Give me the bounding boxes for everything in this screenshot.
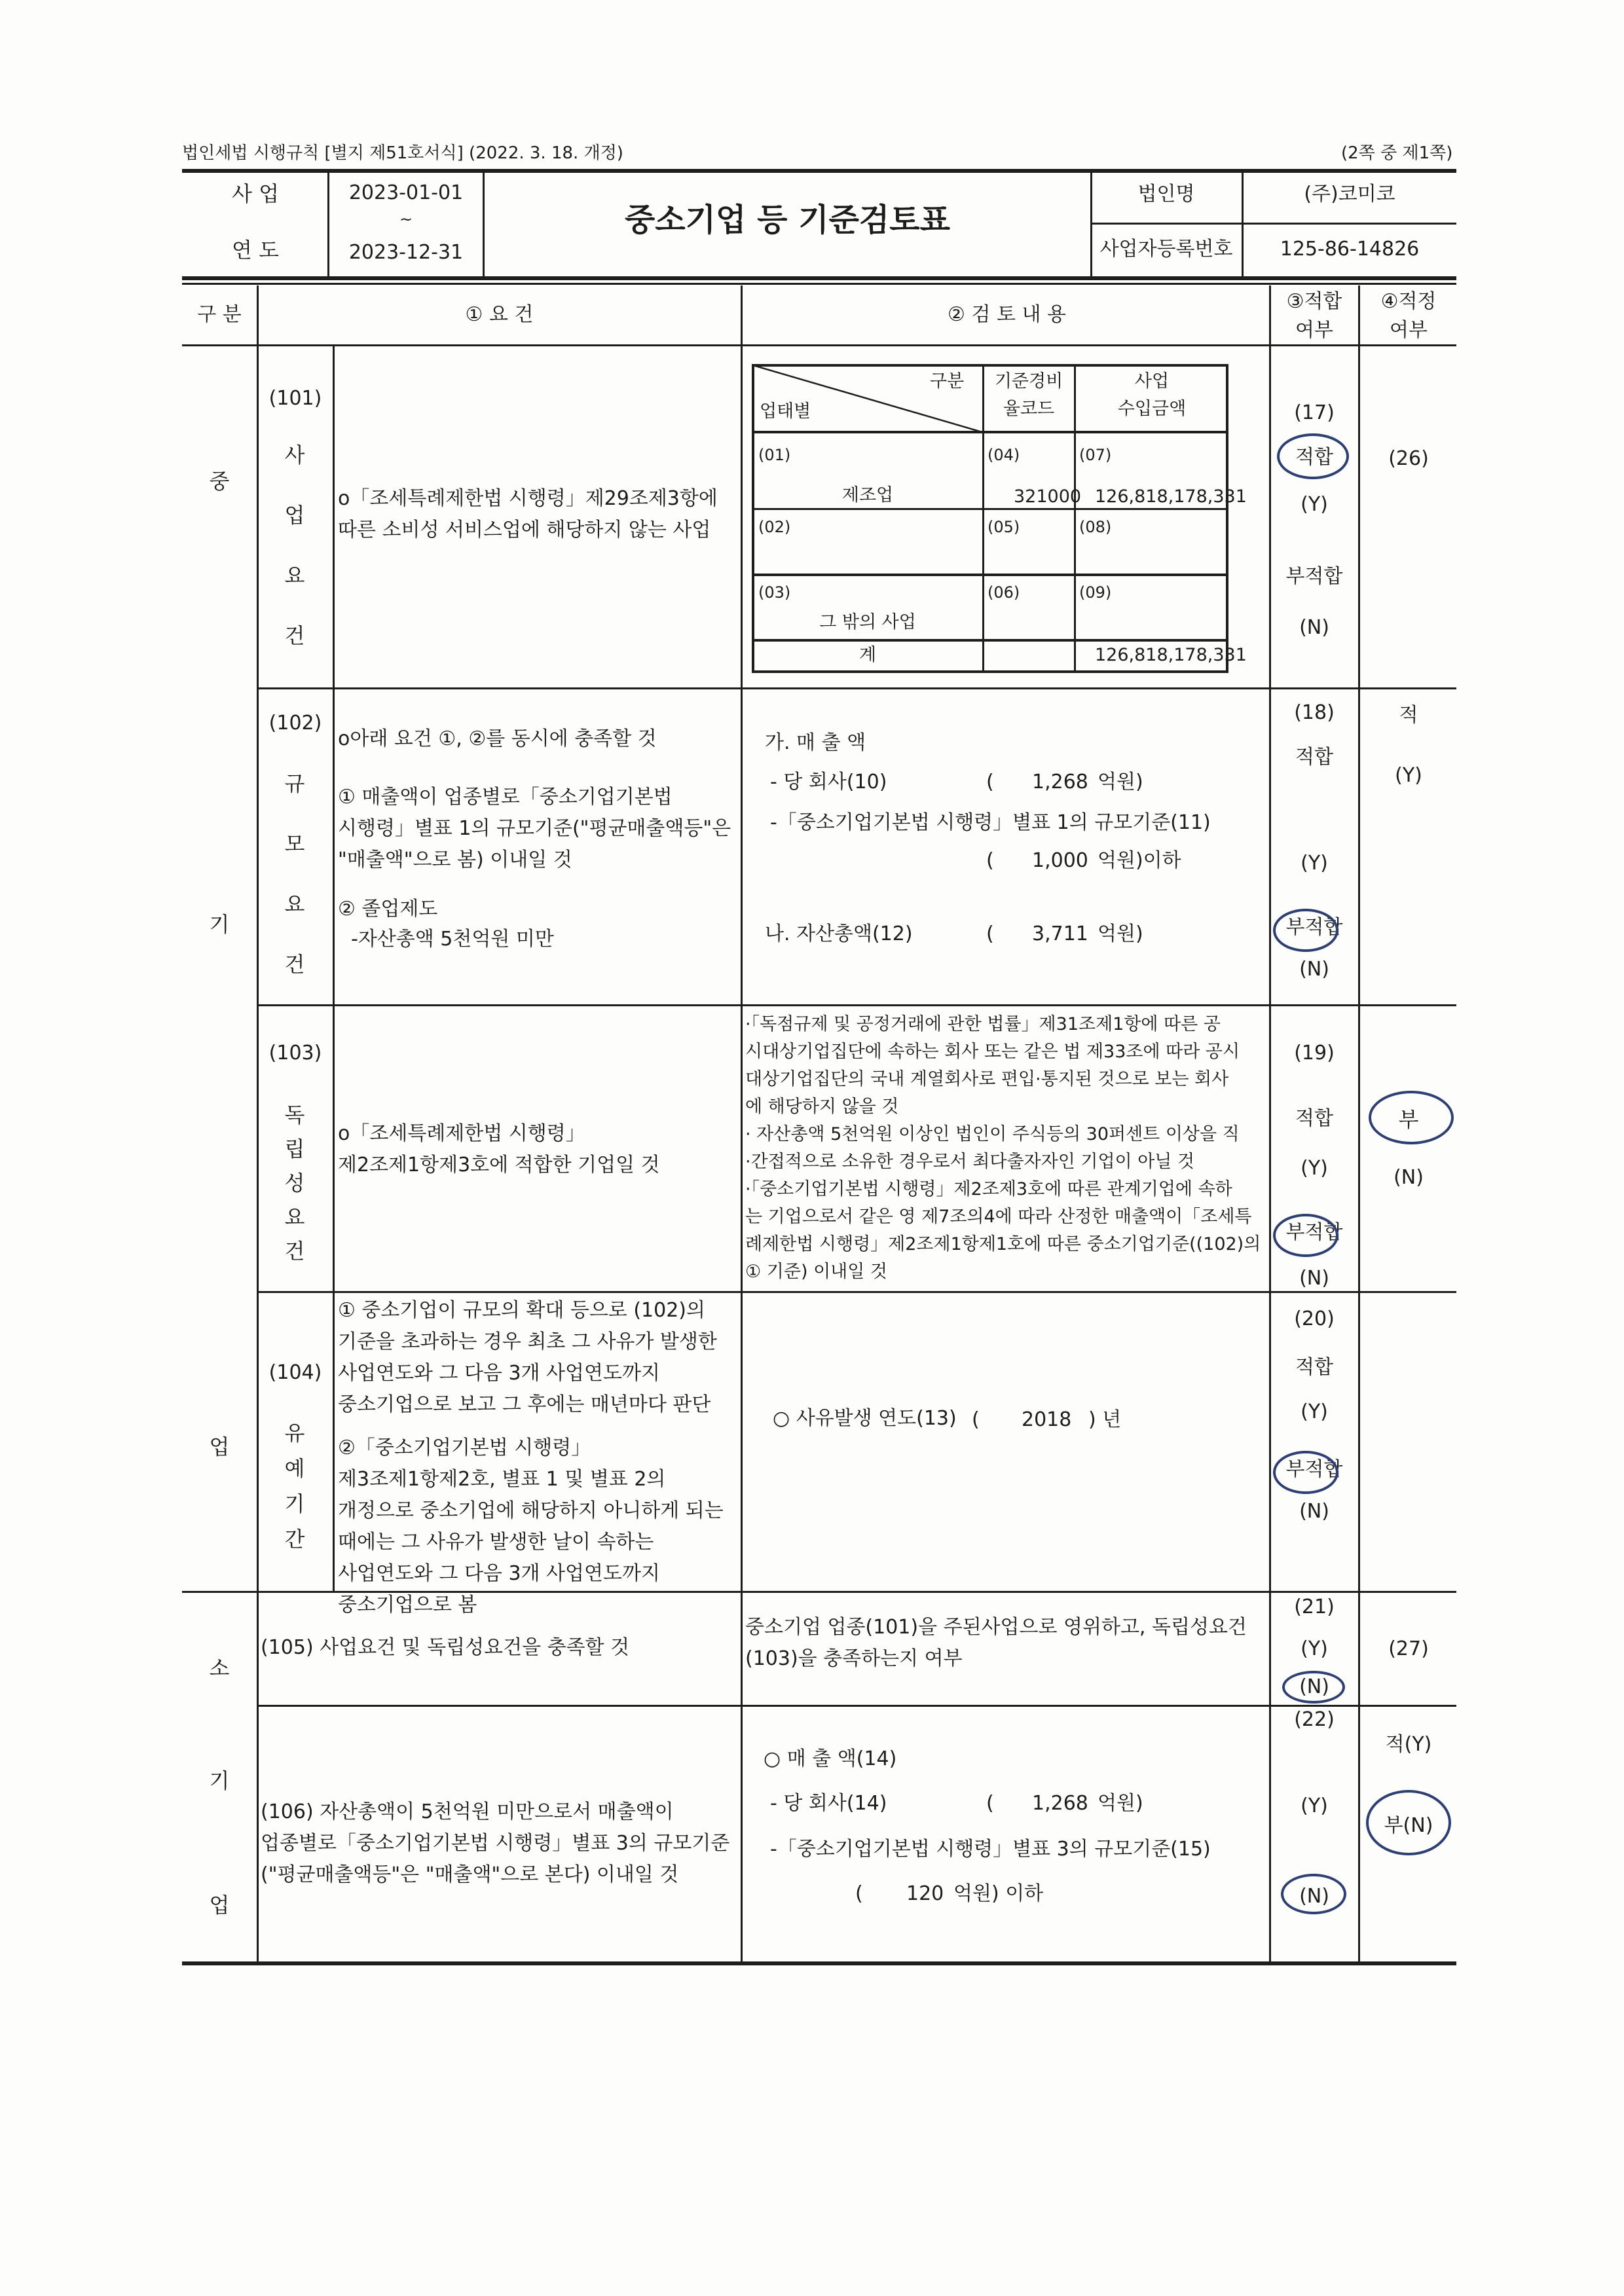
table-r2-code-no: (05) <box>987 518 1020 536</box>
table-r1-no: (01) <box>758 446 791 464</box>
table-r3-name: 그 밖의 사업 <box>819 612 916 632</box>
row-101-code: (101) <box>268 387 322 410</box>
row-104-fit-code: (20) <box>1294 1307 1335 1330</box>
side-label-small-3: 업 <box>209 1893 230 1918</box>
table-r3-code-no: (06) <box>987 583 1020 602</box>
row-102-review-b-open: ( <box>986 771 994 793</box>
row-102-review-e-val: 3,711 <box>1032 922 1088 945</box>
table-r3-no: (03) <box>758 583 791 602</box>
col-requirement: ① 요 건 <box>465 303 534 326</box>
biz-no: 125-86-14826 <box>1280 238 1420 261</box>
corp-name-label: 법인명 <box>1137 183 1195 206</box>
row-101-fit-code: (17) <box>1294 401 1335 424</box>
row-101-fit-yes-circle <box>1277 433 1349 479</box>
row-103-review-line: ·「중소기업기본법 시행령」제2조제3호에 따른 관계기업에 속하 <box>745 1179 1232 1199</box>
row-101-fit-y: (Y) <box>1301 493 1328 516</box>
start-date: 2023-01-01 <box>348 181 464 204</box>
col-fit4-line1: ④적정 <box>1380 290 1437 313</box>
row-106-review-b-label: - 당 회사(14) <box>770 1792 887 1815</box>
row-106-review-c-label: -「중소기업기본법 시행령」별표 3의 규모기준(15) <box>770 1838 1211 1861</box>
row-106-overall-1: 적(Y) <box>1385 1733 1432 1756</box>
row-104-code: (104) <box>268 1361 322 1384</box>
row-103-review-line: ① 기준) 이내일 것 <box>745 1262 887 1282</box>
row-101-vertical-label: 사 업 요 건 <box>284 443 305 648</box>
row-102-review-b-val: 1,268 <box>1032 771 1088 793</box>
row-104-fit-n: (N) <box>1299 1500 1329 1523</box>
row-106-review-b-unit: 억원) <box>1098 1792 1143 1815</box>
row-103-fit-no-circle <box>1273 1214 1338 1257</box>
row-104-fit-yes: 적합 <box>1295 1356 1333 1379</box>
side-label-sme-3: 업 <box>209 1434 230 1459</box>
row-102-fit-no-circle <box>1273 909 1338 952</box>
col-fit4-line2: 여부 <box>1390 319 1428 342</box>
row-101-overall-code: (26) <box>1388 447 1429 470</box>
row-104-review-label: ○ 사유발생 연도(13) <box>773 1407 957 1430</box>
col-fit3-line1: ③적합 <box>1286 290 1342 313</box>
row-106-fit-code: (22) <box>1294 1708 1335 1731</box>
row-106-review-a: ○ 매 출 액(14) <box>764 1747 897 1770</box>
row-102-fit-no: 부적합 <box>1285 916 1343 939</box>
row-103-fit-code: (19) <box>1294 1042 1335 1065</box>
table-r1-name: 제조업 <box>841 485 894 505</box>
side-label-sme-2: 기 <box>209 912 230 937</box>
row-105-fit-n-circle <box>1282 1671 1345 1704</box>
row-103-review-line: ·간접적으로 소유한 경우로서 최다출자자인 기업이 아닐 것 <box>745 1152 1195 1172</box>
row-104-review-open: ( <box>972 1408 980 1431</box>
row-102-fit-yes: 적합 <box>1295 746 1333 769</box>
corp-name: (주)코미코 <box>1304 183 1395 206</box>
row-103-review-line: 시대상기업집단에 속하는 회사 또는 같은 법 제33조에 따라 공시 <box>745 1042 1240 1062</box>
table-header-code-2: 율코드 <box>1003 399 1055 419</box>
row-103-requirement: o「조세특례제한법 시행령」제2조제1항제3호에 적합한 기업일 것 <box>338 1122 660 1176</box>
row-103-overall-2: (N) <box>1393 1166 1424 1189</box>
row-104-req1: ① 중소기업이 규모의 확대 등으로 (102)의 기준을 초과하는 경우 최초 그 사유가 발생한 사업연도와 그 다음 3개 사업연도까지 중소기업으로 보고 그 후에는 매년마다 판단 <box>338 1299 717 1416</box>
table-header-type: 구분 <box>930 371 965 392</box>
row-102-review-a: 가. 매 출 액 <box>765 731 866 754</box>
table-r3-amt-no: (09) <box>1079 583 1112 602</box>
table-r1-code: 321000 <box>1014 486 1082 507</box>
row-106-overall-2: 부(N) <box>1384 1814 1433 1837</box>
row-104-review-unit: ) 년 <box>1088 1408 1122 1431</box>
row-101-fit-no: 부적합 <box>1285 565 1343 588</box>
biz-no-label: 사업자등록번호 <box>1099 238 1233 261</box>
row-104-req2: ②「중소기업기본법 시행령」제3조제1항제2호, 별표 1 및 별표 2의 개정으로 중소기업에 해당하지 아니하게 되는 때에는 그 사유가 발생한 날이 속하는 사업연도와 그 다음 3개 사업연도까지 중소기업으로 봄 <box>338 1436 724 1616</box>
row-102-code: (102) <box>268 712 322 735</box>
table-header-code-1: 기준경비 <box>994 371 1063 392</box>
col-category: 구 분 <box>197 303 242 326</box>
form-info: 법인세법 시행규칙 [별지 제51호서식] (2022. 3. 18. 개정) <box>182 143 623 163</box>
row-103-fit-no: 부적합 <box>1285 1221 1343 1244</box>
row-105-review: 중소기업 업종(101)을 주된사업으로 영위하고, 독립성요건(103)을 충족하는지 여부 <box>745 1616 1247 1670</box>
side-label-small-1: 소 <box>209 1656 230 1681</box>
row-102-review-c-label: -「중소기업기본법 시행령」별표 1의 규모기준(11) <box>770 811 1211 834</box>
table-r2-amt-no: (08) <box>1079 518 1112 536</box>
row-106-review-d-val: 120 <box>906 1882 944 1905</box>
page-title: 중소기업 등 기준검토표 <box>624 202 951 238</box>
row-102-review-b-unit: 억원) <box>1098 771 1143 793</box>
row-102-line0: o아래 요건 ①, ②를 동시에 충족할 것 <box>338 727 657 750</box>
row-101-requirement: o「조세특례제한법 시행령」제29조제3항에 따른 소비성 서비스업에 해당하지 않는 사업 <box>338 487 718 541</box>
row-105-requirement: (105) 사업요건 및 독립성요건을 충족할 것 <box>261 1636 630 1659</box>
table-r1-amt-no: (07) <box>1079 446 1112 464</box>
row-102-review-e-open: ( <box>986 922 994 945</box>
row-106-review-d-unit: 억원) 이하 <box>953 1882 1044 1905</box>
row-103-fit-n: (N) <box>1299 1267 1329 1290</box>
row-106-review-d-open: ( <box>855 1882 863 1905</box>
col-review: ② 검 토 내 용 <box>948 303 1066 326</box>
row-104-fit-no: 부적합 <box>1285 1458 1343 1481</box>
row-102-line2a: ② 졸업제도 <box>338 898 438 920</box>
page-info: (2쪽 중 제1쪽) <box>1341 143 1453 163</box>
year-label-top: 사 업 <box>232 181 279 206</box>
row-103-review-line: 대상기업집단의 국내 계열회사로 편입·통지된 것으로 보는 회사 <box>745 1069 1229 1089</box>
table-header-biz: 업태별 <box>760 401 811 422</box>
row-102-review-d-open: ( <box>986 849 994 872</box>
row-106-review-b-val: 1,268 <box>1032 1792 1088 1815</box>
row-106-requirement: (106) 자산총액이 5천억원 미만으로서 매출액이 업종별로「중소기업기본법 시행령」별표 3의 규모기준("평균매출액등"은 "매출액"으로 본다) 이내일 것 <box>261 1800 730 1886</box>
table-header-amount-1: 사업 <box>1134 371 1170 392</box>
row-103-fit-yes: 적합 <box>1295 1107 1333 1130</box>
row-106-review-b-open: ( <box>986 1792 994 1815</box>
table-r1-code-no: (04) <box>987 446 1020 464</box>
row-106-fit-n: (N) <box>1299 1885 1329 1908</box>
end-date: 2023-12-31 <box>348 241 464 264</box>
row-103-review-line: 례제한법 시행령」제2조제1항제1호에 따른 중소기업기준((102)의 <box>745 1234 1261 1254</box>
row-103-review-line: ·「독점규제 및 공정거래에 관한 법률」제31조제1항에 따른 공 <box>745 1014 1221 1034</box>
col-fit3-line2: 여부 <box>1295 319 1333 342</box>
row-105-fit-y: (Y) <box>1301 1637 1328 1660</box>
row-105-fit-code: (21) <box>1294 1595 1335 1618</box>
row-103-fit-y: (Y) <box>1301 1157 1328 1180</box>
date-tilde: ~ <box>399 210 413 228</box>
row-101-fit-n: (N) <box>1299 616 1329 639</box>
row-102-review-d-val: 1,000 <box>1032 849 1088 872</box>
row-102-fit-code: (18) <box>1294 701 1335 724</box>
row-104-fit-no-circle <box>1273 1451 1338 1494</box>
row-103-overall-1: 부 <box>1398 1107 1419 1132</box>
row-104-fit-y: (Y) <box>1301 1400 1328 1423</box>
table-r2-no: (02) <box>758 518 791 536</box>
row-102-fit-y: (Y) <box>1301 852 1328 875</box>
side-label-small-2: 기 <box>209 1768 230 1793</box>
year-label-bottom: 연 도 <box>232 238 279 263</box>
row-102-review-d-unit: 억원)이하 <box>1098 849 1181 872</box>
table-total-label: 계 <box>858 645 877 665</box>
row-102-overall-1: 적 <box>1399 704 1418 727</box>
row-103-review-line: · 자산총액 5천억원 이상인 법인이 주식등의 30퍼센트 이상을 직 <box>745 1124 1240 1144</box>
side-label-sme-1: 중 <box>209 469 230 494</box>
row-104-review-val: 2018 <box>1022 1408 1072 1431</box>
row-102-review-e-label: 나. 자산총액(12) <box>765 922 913 945</box>
row-103-vertical-label: 독 립 성 요 건 <box>284 1102 305 1264</box>
row-105-overall-code: (27) <box>1388 1637 1429 1660</box>
row-102-overall-2: (Y) <box>1395 764 1422 787</box>
row-102-review-e-unit: 억원) <box>1098 922 1143 945</box>
row-102-vertical-label: 규 모 요 건 <box>284 771 305 977</box>
row-104-vertical-label: 유 예 기 간 <box>284 1421 305 1552</box>
row-102-line1: ① 매출액이 업종별로「중소기업기본법 시행령」별표 1의 규모기준("평균매출액등"은 "매출액"으로 봄) 이내일 것 <box>338 786 731 871</box>
row-106-fit-n-circle <box>1281 1874 1346 1914</box>
row-105-fit-n: (N) <box>1299 1675 1329 1698</box>
row-101-fit-yes: 적합 <box>1295 446 1333 469</box>
row-103-code: (103) <box>268 1042 322 1065</box>
table-header-amount-2: 수입금액 <box>1117 399 1187 419</box>
row-102-line2b: -자산총액 5천억원 미만 <box>351 928 554 951</box>
row-106-overall-circle <box>1366 1790 1451 1855</box>
table-total-amt: 126,818,178,331 <box>1095 645 1247 665</box>
row-102-review-b-label: - 당 회사(10) <box>770 771 887 793</box>
row-106-fit-y: (Y) <box>1301 1795 1328 1817</box>
row-103-overall-circle <box>1369 1091 1454 1144</box>
row-103-review-line: 는 기업으로서 같은 영 제7조의4에 따라 산정한 매출액이「조세특 <box>745 1207 1252 1227</box>
row-103-review-line: 에 해당하지 않을 것 <box>745 1097 899 1117</box>
table-r1-amt: 126,818,178,331 <box>1095 486 1247 507</box>
row-102-fit-n: (N) <box>1299 958 1329 981</box>
